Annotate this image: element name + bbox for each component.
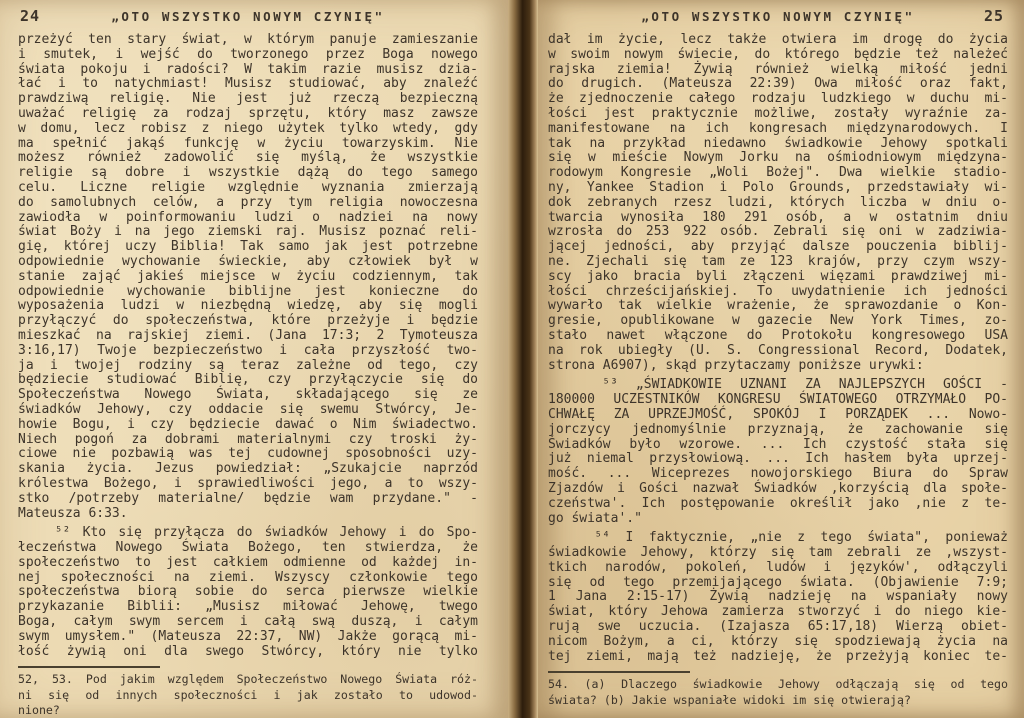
- page-25: [538, 0, 1024, 718]
- text-line: mieszkać na rajskiej ziemi. (Jana 17:3; 2 Tymoteusza: [18, 327, 478, 343]
- text-line: stało nawet włączone do Protokołu kongresowego USA: [548, 327, 1008, 343]
- text-line: ⁵² Kto się przyłącza do świadków Jehowy i do Spo-: [18, 525, 478, 541]
- text-line: nicom Bożym, a ci, którzy się spodziewają życia na: [548, 633, 1008, 649]
- text-line: się od tego przemijającego świata. (Objawienie 7:9;: [548, 574, 1008, 590]
- text-line: dok zebranych rzesz ludzi, których liczba w dniu o-: [548, 194, 1008, 210]
- text-line: 1 Jana 2:15-17) Żywią nadzieję na wspaniały nowy: [548, 589, 1008, 605]
- text-line: odpowiednie wychowanie świeckie, aby człowiek był w: [18, 253, 478, 269]
- text-line: wzrosła do 253 922 osób. Zebrali się oni w zadziwia-: [548, 224, 1008, 240]
- text-line: religie są dobre i wszystkie dążą do tego samego: [18, 165, 478, 181]
- text-line: ciowe nie pozbawią was tej cudownej sposobności uzy-: [18, 446, 478, 462]
- text-line: świadkowie Jehowy, którzy się tam zebrali ze ‚wszyst-: [548, 545, 1008, 561]
- text-line: swym umysłem." (Mateusza 22:37, NW) Jakże gorącą mi-: [18, 628, 478, 644]
- text-line: już niemal przysłowiową. ... Ich hasłem była uprzej-: [548, 451, 1008, 467]
- text-line: świadków Jehowy, czy oddacie się swemu Stwórcy, Je-: [18, 401, 478, 417]
- text-line: społeczeństwo to jest całkiem odmienne od każdej in-: [18, 554, 478, 570]
- text-line: i smutek, i wejść do tworzonego przez Boga nowego: [18, 46, 478, 62]
- text-line: na rok ubiegły (U. S. Congressional Record, Dodatek,: [548, 342, 1008, 358]
- text-line: świat, który Jehowa zamierza stworzyć i do niego kie-: [548, 604, 1008, 620]
- text-line: skania życia. Jezus powiedział: „Szukajcie naprzód: [18, 461, 478, 477]
- text-line: stko /potrzeby materialne/ będzie wam przydane." -: [18, 490, 478, 506]
- text-line: świata? (b) Jakie wspaniałe widoki im się otwierają?: [548, 692, 911, 707]
- text-line: nione?: [18, 702, 60, 717]
- text-line: ⁵⁴ I faktycznie, „nie z tego świata", ponieważ: [548, 530, 1008, 546]
- page-25-body: [548, 33, 1008, 664]
- text-line: zawiodła w poinformowaniu ludzi o nadziei na nowy: [18, 209, 478, 225]
- text-line: Mateusza 6:33.: [18, 505, 128, 521]
- text-line: łości chrześcijańskiej. To uwydatnienie ich jedności: [548, 283, 1008, 299]
- text-line: tej ziemi, mają też nadzieję, że przeżyją koniec te-: [548, 648, 1008, 664]
- text-line: Świadków było wzorowe. ... Ich czystość stała się: [548, 436, 1008, 452]
- text-line: się w mieście Nowym Jorku na ośmiodniowym międzyna-: [548, 150, 1008, 166]
- text-line: ny, Yankee Stadion i Polo Grounds, przedstawiały wi-: [548, 179, 1008, 195]
- text-line: dał im życie, lecz także otwiera im drogę do życia: [548, 32, 1008, 47]
- text-line: czeństwa'. Ich postępowanie określił jako ‚nie z te-: [548, 495, 1008, 511]
- text-line: świata pokoju i radości? W takim razie musisz dzia-: [18, 61, 478, 77]
- text-line: łość żywią oni dla swego Stwórcy, który nie tylko: [18, 643, 478, 659]
- page-24-footnotes: [18, 672, 478, 718]
- page-number: 24: [20, 7, 41, 25]
- text-line: że zjednoczenie całego rodzaju ludzkiego w duchu mi-: [548, 91, 1008, 107]
- page-24: [0, 0, 508, 718]
- text-line: 54. (a) Dlaczego świadkowie Jehowy odłączają się od tego: [548, 677, 1008, 692]
- text-line: w swoim nowym świecie, do którego będzie też należeć: [548, 46, 1008, 62]
- text-line: jącej jedności, aby przyjąć dalsze pouczenia biblij-: [548, 239, 1008, 255]
- text-line: do drugich. (Mateusza 22:39) Owa miłość oraz fakt,: [548, 76, 1008, 92]
- text-line: łeczeństwa Nowego Świata Bożego, ten stwierdza, że: [18, 540, 478, 556]
- text-line: nej społeczności na ziemi. Wszyscy członkowie tego: [18, 569, 478, 585]
- page-25-footnotes: [548, 677, 1008, 707]
- text-line: ma spełnić jakąś funkcję w życiu towarzyskim. Nie: [18, 135, 478, 151]
- text-line: prawdziwą religię. Nie jest już rzeczą bezpieczną: [18, 91, 478, 107]
- text-line: społeczeństwa biorą sobie do serca pierwsze wielkie: [18, 584, 478, 600]
- page-24-header: [18, 5, 478, 30]
- running-title: „OTO WSZYSTKO NOWYM CZYNIĘ": [111, 9, 385, 24]
- text-line: stanie zająć jakieś miejsce w życiu codziennym, tak: [18, 268, 478, 284]
- text-line: rują swe uczucia. (Izajasza 65:17,18) Wierzą obiet-: [548, 619, 1008, 635]
- text-line: przyłączyć do społeczeństwa, które przeżyje i będzie: [18, 313, 478, 329]
- text-line: howie Bogu, i czy będziecie dawać o Nim świadectwo.: [18, 416, 478, 432]
- book-gutter: [508, 0, 538, 718]
- text-line: łości jest praktycznie możliwe, zostały wyraźnie za-: [548, 105, 1008, 121]
- footnote-rule: [18, 666, 160, 668]
- text-line: rajska ziemia! Żywią również wielką miłość jedni: [548, 61, 1008, 77]
- text-line: strona A6907), skąd przytaczamy poniższe urywki:: [548, 357, 924, 373]
- text-line: ni się od innych społeczności i jak zostało to udowod-: [18, 687, 478, 702]
- text-line: go świata'.": [548, 510, 642, 526]
- running-title: „OTO WSZYSTKO NOWYM CZYNIĘ": [641, 9, 915, 24]
- text-line: twarcia wynosiła 180 291 osób, a w ostatnim dniu: [548, 209, 1008, 225]
- text-line: 3:16,17) Twoje bezpieczeństwo i cała przyszłość two-: [18, 342, 478, 358]
- text-line: do samolubnych celów, a przy tym religia nowoczesna: [18, 194, 478, 210]
- text-line: odpowiednie wychowanie biblijne jest konieczne do: [18, 283, 478, 299]
- text-line: tkich narodów, pokoleń, ludów i języków', odłączyli: [548, 559, 1008, 575]
- text-line: wywarło tak wielkie wrażenie, że sprawozdanie o Kon-: [548, 298, 1008, 314]
- text-line: łać i to natychmiast! Musisz studiować, aby znaleźć: [18, 76, 478, 92]
- text-line: celu. Liczne religie względnie wyznania zmierzają: [18, 179, 478, 195]
- text-line: mość. ... Wiceprezes nowojorskiego Biura do Spraw: [548, 466, 1008, 482]
- text-line: rodowym Kongresie „Woli Bożej". Dwa wielkie stadio-: [548, 165, 1008, 181]
- text-line: będziecie studiować Biblię, czy przyłączycie się do: [18, 372, 478, 388]
- text-line: tak na przykład niedawno świadkowie Jehowy spotkali: [548, 135, 1008, 151]
- text-line: ⁵³ „ŚWIADKOWIE UZNANI ZA NAJLEPSZYCH GOŚCI -: [548, 377, 1008, 393]
- text-line: CHWAŁĘ ZA UPRZEJMOŚĆ, SPOKÓJ I PORZĄDEK ... Nowo-: [548, 406, 1008, 422]
- text-line: ja i twojej rodziny są teraz zależne od tego, czy: [18, 357, 478, 373]
- text-line: 52, 53. Pod jakim względem Społeczeństwo Nowego Świata róż-: [18, 672, 478, 687]
- text-line: scy jako bracia byli złączeni więzami prawdziwej mi-: [548, 268, 1008, 284]
- text-line: Boga, całym swym sercem i całą swą duszą, i całym: [18, 614, 478, 630]
- page-25-header: [548, 5, 1008, 30]
- text-line: w domu, lecz robisz z niego użytek tylko wtedy, gdy: [18, 120, 478, 136]
- text-line: przykazanie Biblii: „Musisz miłować Jehowę, twego: [18, 599, 478, 615]
- page-24-body: [18, 33, 478, 659]
- page-number: 25: [983, 7, 1004, 25]
- text-line: królestwa Bożego, i sprawiedliwości jego, a to wszy-: [18, 475, 478, 491]
- text-line: wyposażenia ludzi w niezbędną wiedzę, aby się mogli: [18, 298, 478, 314]
- text-line: uważać religię za rodzaj sprzętu, który masz zawsze: [18, 105, 478, 121]
- text-line: przeżyć ten stary świat, w którym panuje zamieszanie: [18, 32, 478, 47]
- text-line: 180000 UCZESTNIKÓW KONGRESU ŚWIATOWEGO OTRZYMAŁO PO-: [548, 392, 1008, 408]
- text-line: jorczycy jednomyślnie przyznają, że zachowanie się: [548, 421, 1008, 437]
- footnote-rule: [548, 671, 690, 673]
- text-line: ne. Zjechali się tam ze 123 krajów, przy czym wszy-: [548, 253, 1008, 269]
- text-line: świat Boży i na jego ziemski raj. Musisz poznać reli-: [18, 224, 478, 240]
- text-line: gię, której uczy Biblia! Tak samo jak jest potrzebne: [18, 239, 478, 255]
- text-line: manifestowane na ich kongresach międzynarodowych. I: [548, 120, 1008, 136]
- text-line: gresie, opublikowane w gazecie New York Times, zo-: [548, 313, 1008, 329]
- text-line: Niech pogoń za dobrami materialnymi czy troski ży-: [18, 431, 478, 447]
- text-line: możesz również zadowolić się myślą, że wszystkie: [18, 150, 478, 166]
- text-line: Społeczeństwa Nowego Świata, składającego się ze: [18, 387, 478, 403]
- text-line: Zjazdów i Gości nazwał Świadków ‚korzyścią dla społe-: [548, 480, 1008, 496]
